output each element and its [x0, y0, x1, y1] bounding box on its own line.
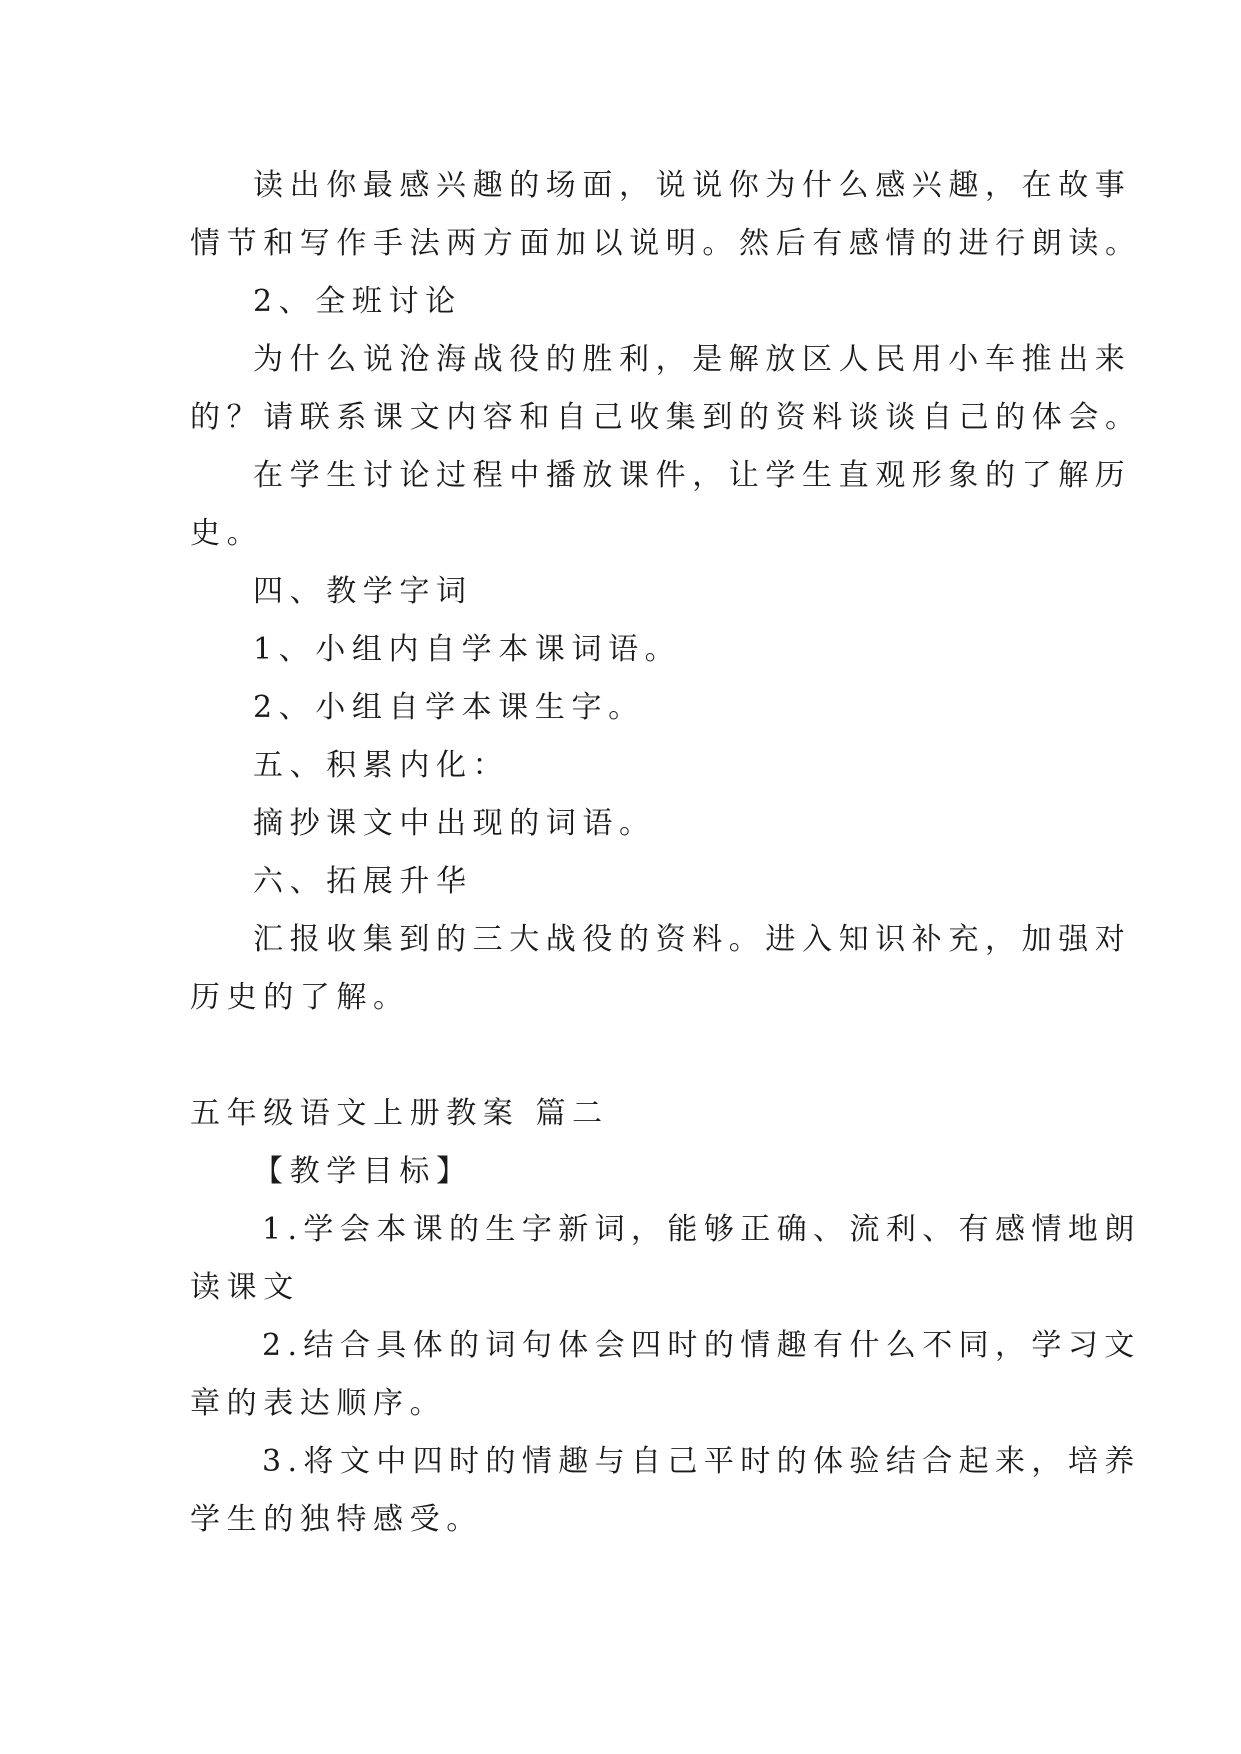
list-item: 3.将文中四时的情趣与自己平时的体验结合起来，培养 — [262, 1444, 1141, 1479]
paragraph-line: 读出你最感兴趣的场面，说说你为什么感兴趣，在故事 — [253, 168, 1132, 203]
section-heading: 2、全班讨论 — [253, 284, 462, 319]
list-item: 1、小组内自学本课词语。 — [253, 632, 682, 667]
paragraph-line: 史。 — [190, 516, 264, 551]
paragraph-line: 历史的了解。 — [190, 980, 410, 1015]
paragraph-line: 在学生讨论过程中播放课件，让学生直观形象的了解历 — [253, 458, 1132, 493]
list-item: 1.学会本课的生字新词，能够正确、流利、有感情地朗 — [262, 1212, 1141, 1247]
section-heading: 【教学目标】 — [253, 1154, 473, 1189]
paragraph-line: 情节和写作手法两方面加以说明。然后有感情的进行朗读。 — [190, 226, 1142, 261]
section-heading: 六、拓展升华 — [253, 864, 473, 899]
section-title: 五年级语文上册教案 篇二 — [190, 1096, 609, 1131]
list-item: 2.结合具体的词句体会四时的情趣有什么不同，学习文 — [262, 1328, 1141, 1363]
paragraph-line: 学生的独特感受。 — [190, 1502, 483, 1537]
section-heading: 五、积累内化： — [253, 748, 510, 783]
paragraph-line: 的？请联系课文内容和自己收集到的资料谈谈自己的体会。 — [190, 400, 1142, 435]
paragraph-line: 汇报收集到的三大战役的资料。进入知识补充，加强对 — [253, 922, 1132, 957]
paragraph-line: 摘抄课文中出现的词语。 — [253, 806, 656, 841]
list-item: 2、小组自学本课生字。 — [253, 690, 645, 725]
paragraph-line: 读课文 — [190, 1270, 300, 1305]
section-heading: 四、教学字词 — [253, 574, 473, 609]
paragraph-line: 为什么说沧海战役的胜利，是解放区人民用小车推出来 — [253, 342, 1132, 377]
paragraph-line: 章的表达顺序。 — [190, 1386, 447, 1421]
